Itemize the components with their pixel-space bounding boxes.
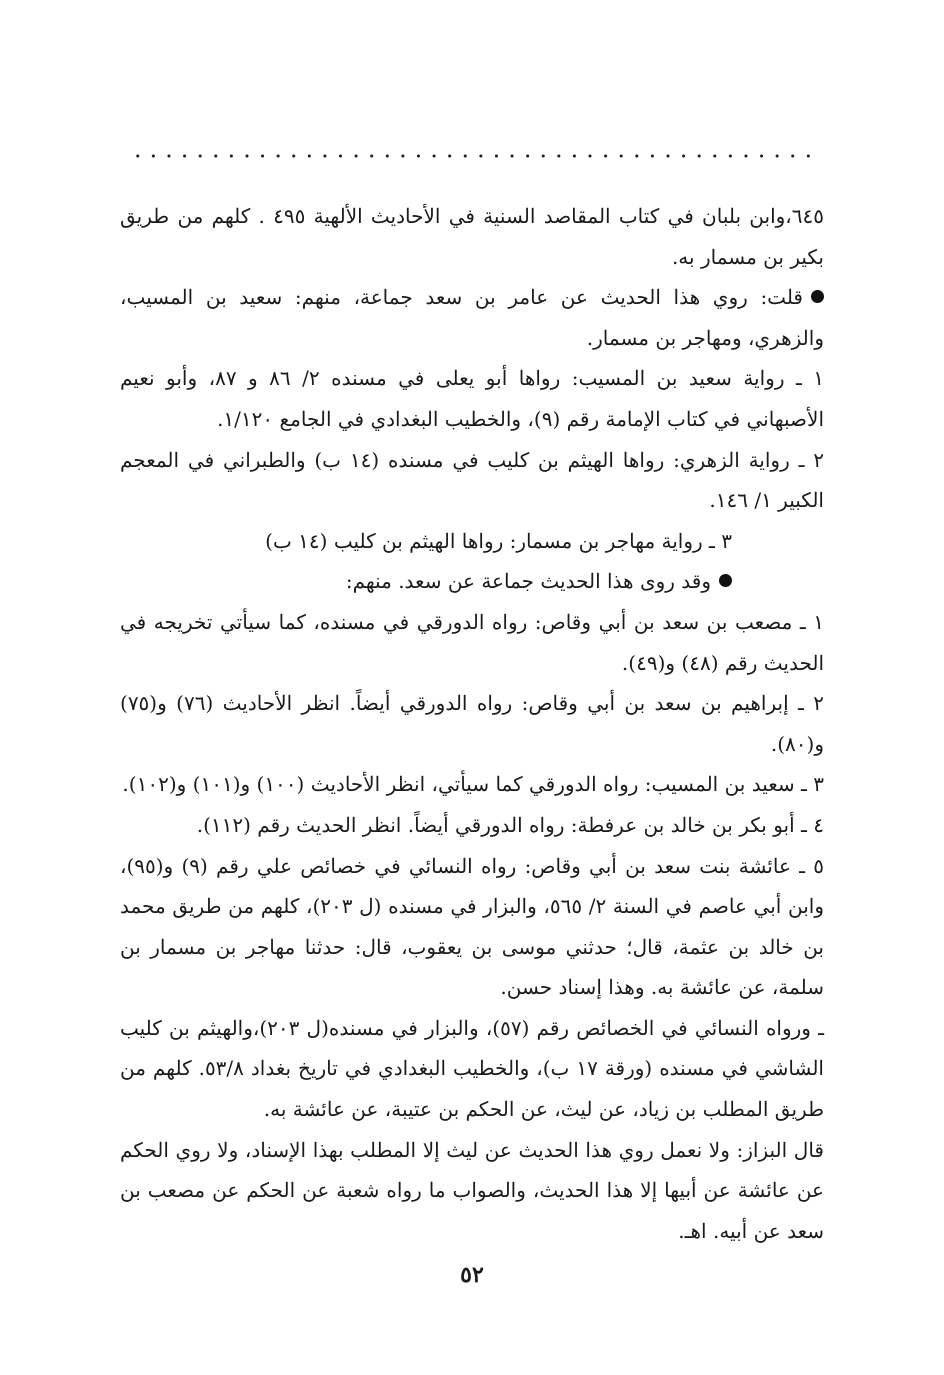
paragraph bbox=[120, 277, 824, 358]
paragraph-text: ـ ورواه النسائي في الخصائص رقم (٥٧)، والبزار في مسنده(ل ٢٠٣)،والهيثم بن كليب الشاشي في مسنده (ورقة ١٧ ب)، والخطيب البغدادي في تاريخ بغداد ٥٣/٨. كلهم من طريق المطلب بن زياد، عن ليث، عن الحكم بن عتيبة، عن عائشة به. bbox=[120, 1015, 824, 1122]
paragraph-text: ٤ ـ أبو بكر بن خالد بن عرفطة: رواه الدورقي أيضاً. انظر الحديث رقم (١١٢). bbox=[196, 812, 824, 837]
paragraph bbox=[120, 358, 824, 439]
paragraph-text: ٢ ـ إبراهيم بن سعد بن أبي وقاص: رواه الدورقي أيضاً. انظر الأحاديث (٧٦) و(٧٥) و(٨٠). bbox=[120, 691, 824, 756]
page-number: ٥٢ bbox=[460, 1262, 484, 1288]
paragraph bbox=[120, 846, 824, 1008]
paragraph-text: قلت: روي هذا الحديث عن عامر بن سعد جماعة، منهم: سعيد بن المسيب، والزهري، ومهاجر بن مسمار. bbox=[120, 285, 824, 350]
dotted-separator bbox=[130, 152, 814, 160]
paragraph bbox=[120, 764, 824, 805]
paragraph-text: ١ ـ رواية سعيد بن المسيب: رواها أبو يعلى في مسنده ٢/ ٨٦ و ٨٧، وأبو نعيم الأصبهاني في كتاب الإمامة رقم (٩)، والخطيب البغدادي في الجامع ١/١٢٠. bbox=[120, 366, 825, 431]
paragraph-text: قال البزاز: ولا نعمل روي هذا الحديث عن ليث إلا المطلب بهذا الإسناد، ولا روي الحكم عن عائشة عن أبيها إلا هذا الحديث، والصواب ما رواه شعبة عن الحكم عن مصعب بن سعد عن أبيه. اهـ. bbox=[120, 1137, 824, 1243]
paragraph bbox=[120, 440, 824, 521]
paragraph bbox=[120, 1130, 824, 1252]
paragraph bbox=[120, 561, 824, 602]
paragraph-text: ١ ـ مصعب بن سعد بن أبي وقاص: رواه الدورقي في مسنده، كما سيأتي تخريجه في الحديث رقم (٤٨) و(٤٩). bbox=[120, 609, 824, 675]
paragraph bbox=[120, 196, 824, 277]
body-text bbox=[120, 196, 824, 1251]
paragraph bbox=[120, 602, 824, 683]
paragraph-text: ٢ ـ رواية الزهري: رواها الهيثم بن كليب في مسنده (١٤ ب) والطبراني في المعجم الكبير ١/ ١٤٦. bbox=[120, 447, 825, 513]
paragraph-text: وقد روى هذا الحديث جماعة عن سعد. منهم: bbox=[345, 569, 711, 594]
paragraph bbox=[120, 521, 824, 562]
paragraph-text: ٥ ـ عائشة بنت سعد بن أبي وقاص: رواه النسائي في خصائص علي رقم (٩) و(٩٥)، وابن أبي عاصم في السنة ٢/ ٥٦٥، والبزار في مسنده (ل ٢٠٣)، كلهم من طريق محمد بن خالد بن عثمة، قال؛ حدثني موسى بن يعقوب، قال: حدثنا مهاجر بن مسمار بن سلمة، عن عائشة به. وهذا إسناد حسن. bbox=[120, 853, 824, 1000]
paragraph-text: ٣ ـ سعيد بن المسيب: رواه الدورقي كما سيأتي، انظر الأحاديث (١٠٠) و(١٠١) و(١٠٢). bbox=[122, 772, 824, 797]
paragraph bbox=[120, 1008, 824, 1130]
paragraph bbox=[120, 805, 824, 846]
paragraph bbox=[120, 683, 824, 764]
paragraph-text: ٦٤٥،وابن بلبان في كتاب المقاصد السنية في الأحاديث الألهية ٤٩٥ . كلهم من طريق بكير بن مسمار به. bbox=[120, 204, 824, 269]
paragraph-text: ٣ ـ رواية مهاجر بن مسمار: رواها الهيثم بن كليب (١٤ ب) bbox=[265, 528, 732, 553]
bullet-icon bbox=[811, 290, 824, 303]
bullet-icon bbox=[719, 574, 732, 587]
